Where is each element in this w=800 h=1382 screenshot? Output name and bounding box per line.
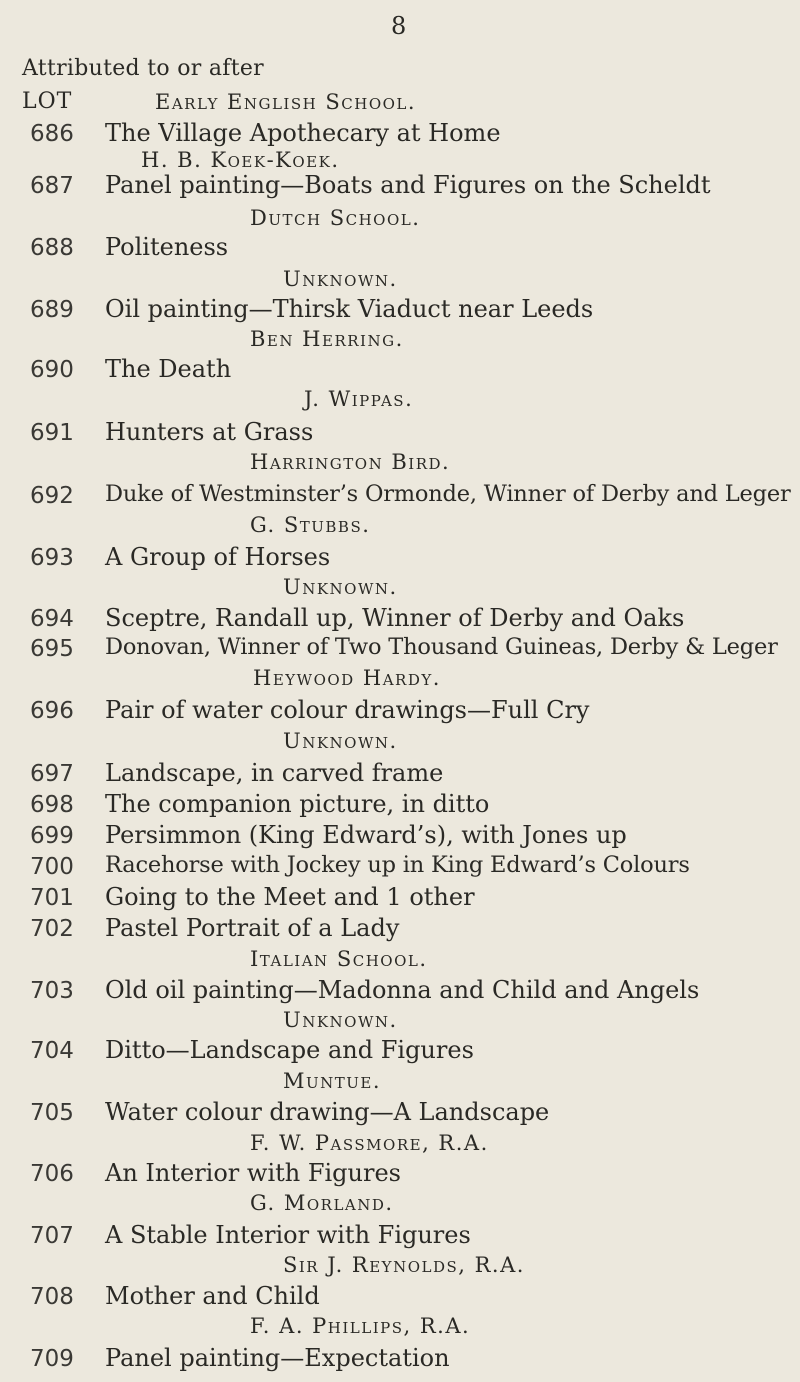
lot-number: 692 — [30, 483, 74, 509]
page-header: Attributed to or after — [22, 56, 264, 81]
lot-artist: Italian School. — [250, 947, 428, 971]
lot-number: 690 — [30, 357, 74, 383]
lot-artist: Early English School. — [155, 90, 417, 114]
lot-title: Persimmon (King Edward’s), with Jones up — [105, 821, 627, 849]
lot-entry — [0, 1161, 800, 1197]
lot-title: Racehorse with Jockey up in King Edward’s Colours — [105, 852, 690, 878]
lot-number: 709 — [30, 1346, 74, 1372]
lot-number: 687 — [30, 173, 74, 199]
lot-artist: F. W. Passmore, R.A. — [250, 1131, 489, 1155]
lot-artist: Dutch School. — [250, 206, 421, 230]
lot-artist: H. B. Koek-Koek. — [141, 148, 340, 172]
lot-number: 695 — [30, 636, 74, 662]
lot-entry — [0, 698, 800, 734]
lot-entry — [0, 121, 800, 157]
lot-artist: Unknown. — [283, 267, 398, 291]
lot-number: 703 — [30, 978, 74, 1004]
lot-artist: Heywood Hardy. — [253, 666, 441, 690]
lot-number: 708 — [30, 1284, 74, 1310]
lot-number: 696 — [30, 698, 74, 724]
lot-title: Donovan, Winner of Two Thousand Guineas, Derby & Leger — [105, 634, 778, 660]
lot-number: 699 — [30, 823, 74, 849]
lot-title: Pastel Portrait of a Lady — [105, 914, 400, 942]
lot-title: Going to the Meet and 1 other — [105, 883, 475, 911]
lot-artist: Sir J. Reynolds, R.A. — [283, 1253, 525, 1277]
lot-title: An Interior with Figures — [105, 1159, 401, 1187]
lot-title: The Death — [105, 355, 232, 383]
lot-title: The Village Apothecary at Home — [105, 119, 501, 147]
lot-entry — [0, 978, 800, 1014]
lot-title: Politeness — [105, 233, 229, 261]
lot-title: Water colour drawing—A Landscape — [105, 1098, 550, 1126]
lot-artist: J. Wippas. — [304, 387, 414, 411]
lot-title: Mother and Child — [105, 1282, 320, 1310]
lot-entry — [0, 173, 800, 209]
lot-number: 698 — [30, 792, 74, 818]
lot-number: 701 — [30, 885, 74, 911]
lot-artist: Unknown. — [283, 729, 398, 753]
lot-title: Ditto—Landscape and Figures — [105, 1036, 474, 1064]
lot-title: A Group of Horses — [105, 543, 331, 571]
lot-number: 688 — [30, 235, 74, 261]
lot-artist: Unknown. — [283, 575, 398, 599]
lot-number: 694 — [30, 606, 74, 632]
lot-number: 706 — [30, 1161, 74, 1187]
lot-entry — [0, 1346, 800, 1382]
lot-title: Sceptre, Randall up, Winner of Derby and Oaks — [105, 604, 685, 632]
lot-entry — [0, 235, 800, 271]
lot-title: Hunters at Grass — [105, 418, 314, 446]
page-number: 8 — [391, 12, 407, 40]
lot-artist: G. Stubbs. — [250, 513, 371, 537]
lot-title: Pair of water colour drawings—Full Cry — [105, 696, 590, 724]
lot-column-label: LOT — [22, 89, 73, 114]
lot-number: 686 — [30, 121, 74, 147]
lot-title: Old oil painting—Madonna and Child and Angels — [105, 976, 700, 1004]
lot-number: 691 — [30, 420, 74, 446]
lot-entry — [0, 483, 800, 519]
lot-number: 704 — [30, 1038, 74, 1064]
lot-artist: Muntue. — [283, 1069, 382, 1093]
lot-title: A Stable Interior with Figures — [105, 1221, 471, 1249]
lot-number: 702 — [30, 916, 74, 942]
lot-title: Panel painting—Expectation — [105, 1344, 450, 1372]
lot-title: The companion picture, in ditto — [105, 790, 490, 818]
lot-number: 705 — [30, 1100, 74, 1126]
lot-number: 700 — [30, 854, 74, 880]
lot-title: Landscape, in carved frame — [105, 759, 444, 787]
lot-artist: F. A. Phillips, R.A. — [250, 1314, 471, 1338]
lot-title: Duke of Westminster’s Ormonde, Winner of Derby and Leger — [105, 481, 791, 507]
lot-entry — [0, 1038, 800, 1074]
lot-number: 689 — [30, 297, 74, 323]
lot-entry — [0, 545, 800, 581]
lot-artist: Harrington Bird. — [250, 450, 451, 474]
lot-number: 697 — [30, 761, 74, 787]
lot-artist: G. Morland. — [250, 1191, 394, 1215]
lot-title: Oil painting—Thirsk Viaduct near Leeds — [105, 295, 594, 323]
lot-number: 707 — [30, 1223, 74, 1249]
lot-artist: Unknown. — [283, 1008, 398, 1032]
lot-artist: Ben Herring. — [250, 327, 404, 351]
lot-number: 693 — [30, 545, 74, 571]
lot-title: Panel painting—Boats and Figures on the Scheldt — [105, 171, 711, 199]
